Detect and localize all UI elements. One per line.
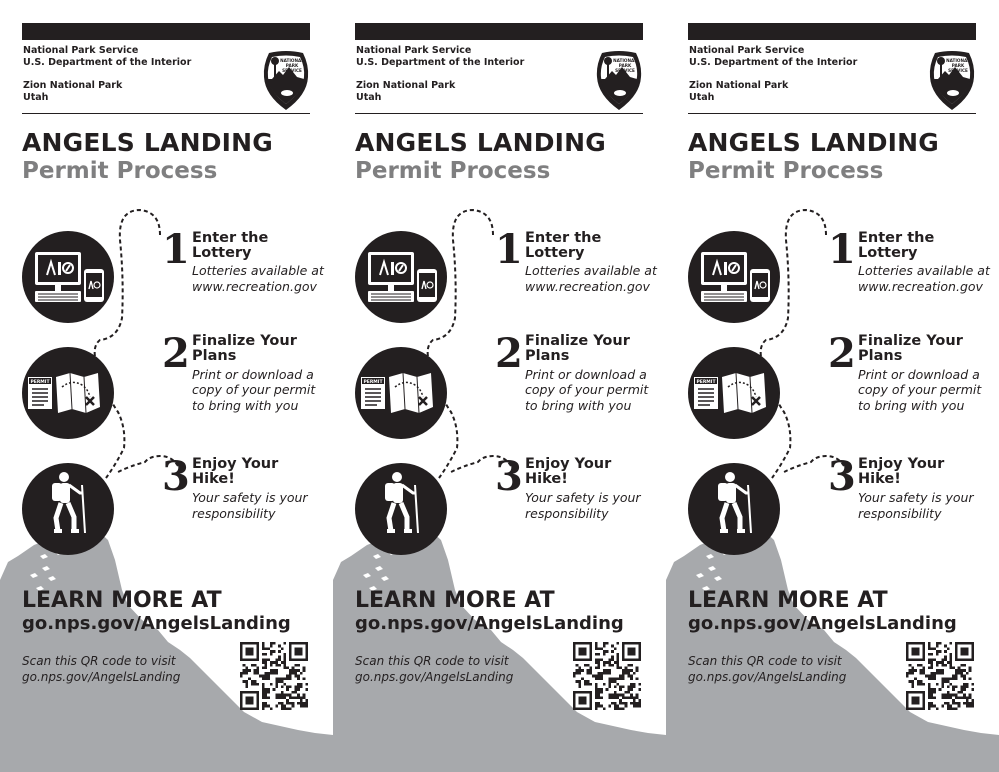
step-number-1: 1 xyxy=(828,226,856,273)
page-title: ANGELS LANDING xyxy=(22,128,274,157)
learn-more-heading: LEARN MORE AT xyxy=(355,588,555,613)
agency-block xyxy=(23,45,253,104)
step-title-line1: Enjoy Your xyxy=(525,456,612,472)
step-desc-line2: www.recreation.gov xyxy=(525,279,650,294)
header-bar xyxy=(22,23,310,40)
step-number-1: 1 xyxy=(162,226,190,273)
page-subtitle: Permit Process xyxy=(22,158,218,184)
step-title-line2: Hike! xyxy=(858,471,901,487)
qr-caption-line2: go.nps.gov/AngelsLanding xyxy=(688,669,847,684)
step-desc-line1: Your safety is your xyxy=(858,490,974,505)
qr-caption-line1: Scan this QR code to visit xyxy=(22,654,176,668)
brochure-panel xyxy=(0,0,333,772)
computer-phone-icon xyxy=(22,231,114,323)
header-rule xyxy=(355,113,643,114)
nps-arrowhead-logo xyxy=(927,49,977,111)
step-number-2: 2 xyxy=(828,330,856,377)
step-desc-line1: Lotteries available at xyxy=(525,263,657,278)
permit-map-icon xyxy=(22,347,114,439)
header-rule xyxy=(22,113,310,114)
badge-text-2: PARK xyxy=(285,63,299,68)
step-desc-line2: responsibility xyxy=(192,506,276,521)
step-desc-line2: copy of your permit xyxy=(525,382,649,397)
qr-caption xyxy=(355,654,555,685)
step-title-line1: Enter the xyxy=(192,230,269,246)
hiker-icon xyxy=(22,463,114,555)
brochure-panel xyxy=(666,0,999,772)
learn-more-url[interactable]: go.nps.gov/AngelsLanding xyxy=(688,613,957,634)
step-title-line1: Enjoy Your xyxy=(858,456,945,472)
computer-phone-icon xyxy=(355,231,447,323)
step-title-line1: Finalize Your xyxy=(858,333,963,349)
permit-map-icon xyxy=(355,347,447,439)
qr-code[interactable] xyxy=(906,642,974,710)
step-desc-line1: Lotteries available at xyxy=(192,263,324,278)
learn-more-heading: LEARN MORE AT xyxy=(22,588,222,613)
agency-name: National Park Service xyxy=(356,45,472,56)
qr-caption-line1: Scan this QR code to visit xyxy=(688,654,842,668)
step-desc-line1: Print or download a xyxy=(525,367,647,382)
hiker-icon xyxy=(688,463,780,555)
permit-map-icon xyxy=(688,347,780,439)
nps-arrowhead-logo xyxy=(261,49,311,111)
department-name: U.S. Department of the Interior xyxy=(356,57,525,68)
step-title-line2: Hike! xyxy=(192,471,235,487)
badge-text-3: SERVICE xyxy=(615,68,635,73)
nps-arrowhead-logo xyxy=(594,49,644,111)
header-bar xyxy=(688,23,976,40)
page-subtitle: Permit Process xyxy=(688,158,884,184)
step-number-2: 2 xyxy=(495,330,523,377)
step-number-2: 2 xyxy=(162,330,190,377)
step-number-3: 3 xyxy=(828,453,856,500)
step-desc-line3: to bring with you xyxy=(525,398,632,413)
agency-name: National Park Service xyxy=(689,45,805,56)
step-title-line2: Lottery xyxy=(192,245,252,261)
qr-code[interactable] xyxy=(240,642,308,710)
badge-text-1: NATIONAL xyxy=(946,58,970,63)
learn-more-heading: LEARN MORE AT xyxy=(688,588,888,613)
step-title-line1: Finalize Your xyxy=(525,333,630,349)
step-desc-line2: www.recreation.gov xyxy=(858,279,983,294)
qr-caption-line2: go.nps.gov/AngelsLanding xyxy=(22,669,181,684)
step-number-1: 1 xyxy=(495,226,523,273)
agency-block xyxy=(356,45,586,104)
badge-text-1: NATIONAL xyxy=(280,58,304,63)
park-name: Zion National Park xyxy=(23,80,123,91)
badge-text-2: PARK xyxy=(951,63,965,68)
learn-more-url[interactable]: go.nps.gov/AngelsLanding xyxy=(22,613,291,634)
step-title-line2: Lottery xyxy=(858,245,918,261)
step-title-line1: Enter the xyxy=(858,230,935,246)
hiker-icon xyxy=(355,463,447,555)
header-rule xyxy=(688,113,976,114)
park-state: Utah xyxy=(23,92,49,103)
page-title: ANGELS LANDING xyxy=(688,128,940,157)
step-desc-line1: Print or download a xyxy=(858,367,980,382)
step-desc-line1: Your safety is your xyxy=(192,490,308,505)
qr-code[interactable] xyxy=(573,642,641,710)
brochure-panel xyxy=(333,0,666,772)
step-desc-line2: responsibility xyxy=(525,506,609,521)
page-title: ANGELS LANDING xyxy=(355,128,607,157)
learn-more-url[interactable]: go.nps.gov/AngelsLanding xyxy=(355,613,624,634)
step-title-line1: Enjoy Your xyxy=(192,456,279,472)
badge-text-1: NATIONAL xyxy=(613,58,637,63)
badge-text-2: PARK xyxy=(618,63,632,68)
page-subtitle: Permit Process xyxy=(355,158,551,184)
qr-caption xyxy=(22,654,222,685)
park-name: Zion National Park xyxy=(689,80,789,91)
permit-label: PERMIT xyxy=(696,380,716,385)
step-title-line2: Plans xyxy=(192,348,237,364)
computer-phone-icon xyxy=(688,231,780,323)
step-desc-line1: Your safety is your xyxy=(525,490,641,505)
step-desc-line3: to bring with you xyxy=(192,398,299,413)
step-title-line1: Enter the xyxy=(525,230,602,246)
department-name: U.S. Department of the Interior xyxy=(23,57,192,68)
step-desc-line3: to bring with you xyxy=(858,398,965,413)
step-number-3: 3 xyxy=(162,453,190,500)
header-bar xyxy=(355,23,643,40)
step-number-3: 3 xyxy=(495,453,523,500)
step-desc-line1: Print or download a xyxy=(192,367,314,382)
step-desc-line1: Lotteries available at xyxy=(858,263,990,278)
step-title-line2: Plans xyxy=(858,348,903,364)
step-title-line2: Lottery xyxy=(525,245,585,261)
park-state: Utah xyxy=(689,92,715,103)
step-desc-line2: copy of your permit xyxy=(192,382,316,397)
department-name: U.S. Department of the Interior xyxy=(689,57,858,68)
step-title-line2: Hike! xyxy=(525,471,568,487)
qr-caption xyxy=(688,654,888,685)
agency-name: National Park Service xyxy=(23,45,139,56)
qr-caption-line1: Scan this QR code to visit xyxy=(355,654,509,668)
qr-caption-line2: go.nps.gov/AngelsLanding xyxy=(355,669,514,684)
agency-block xyxy=(689,45,919,104)
permit-label: PERMIT xyxy=(363,380,383,385)
step-title-line1: Finalize Your xyxy=(192,333,297,349)
badge-text-3: SERVICE xyxy=(282,68,302,73)
step-title-line2: Plans xyxy=(525,348,570,364)
badge-text-3: SERVICE xyxy=(948,68,968,73)
park-state: Utah xyxy=(356,92,382,103)
step-desc-line2: copy of your permit xyxy=(858,382,982,397)
step-desc-line2: www.recreation.gov xyxy=(192,279,317,294)
step-desc-line2: responsibility xyxy=(858,506,942,521)
park-name: Zion National Park xyxy=(356,80,456,91)
permit-label: PERMIT xyxy=(30,380,50,385)
